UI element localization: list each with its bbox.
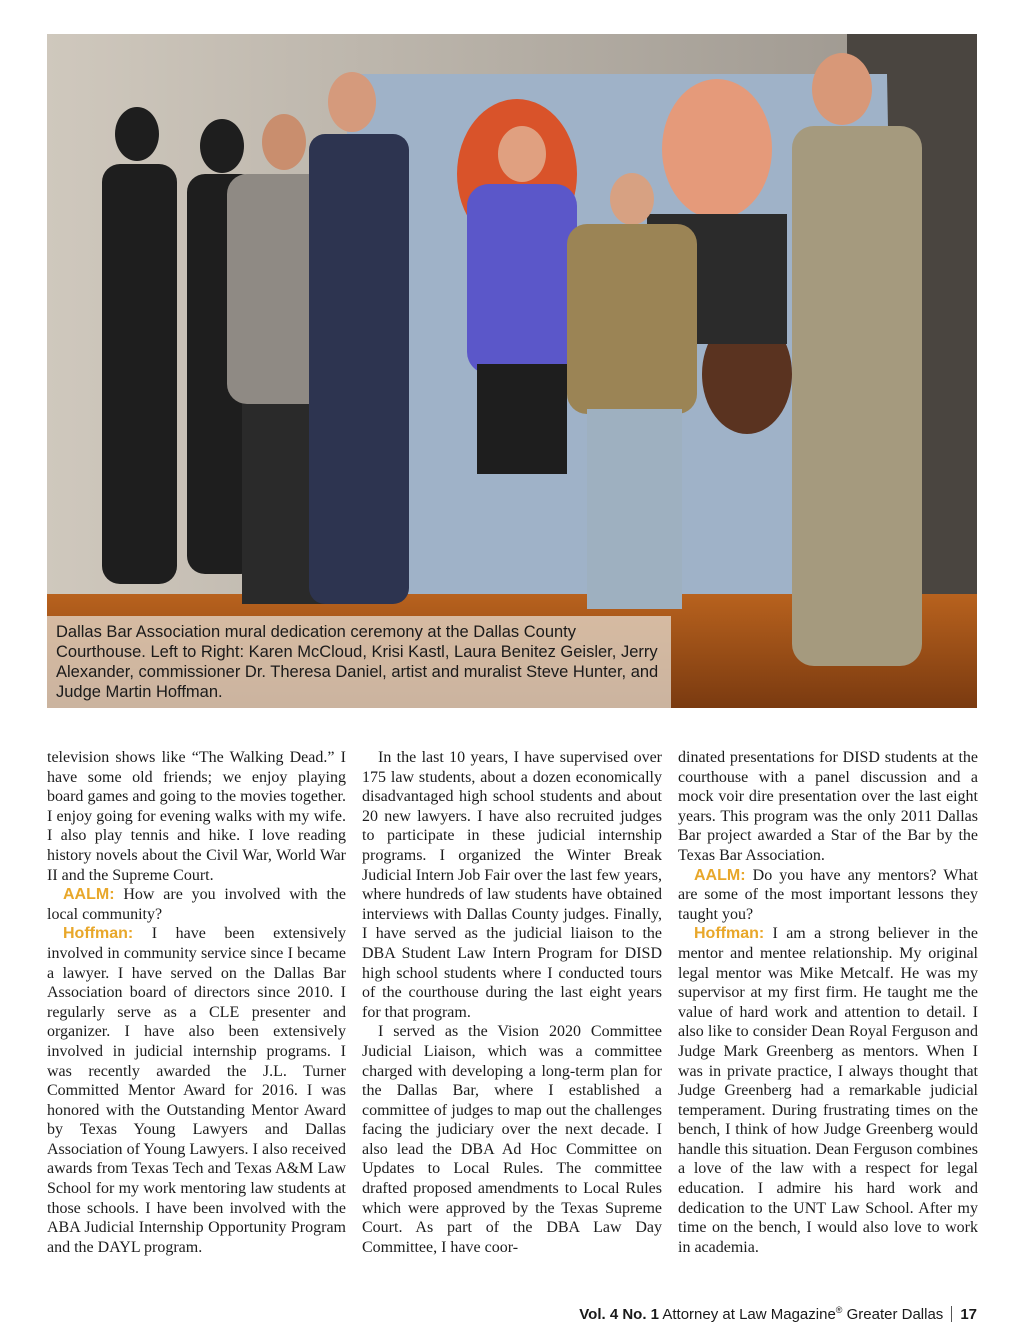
edition-name: Greater Dallas xyxy=(846,1306,944,1323)
question-paragraph xyxy=(678,866,978,925)
article-column-2 xyxy=(362,748,662,1257)
photo-illustration xyxy=(47,34,977,708)
mural-dedication-photo xyxy=(47,34,977,708)
question-text: How are you involved with the local community? xyxy=(47,886,346,923)
question-text: Do you have any mentors? What are some of the most important lessons they taught you? xyxy=(678,866,978,923)
interviewee-label: Hoffman: xyxy=(694,925,765,943)
registered-mark: ® xyxy=(835,1305,843,1315)
footer-divider xyxy=(951,1306,952,1322)
magazine-name: Attorney at Law Magazine xyxy=(662,1306,836,1323)
paragraph: dinated presentations for DISD students at the courthouse with a panel discussion and a mock voir dire presentation over the last eight years. This program was the only 2011 Dallas Bar project awarded a Star of the Bar by the Texas Bar Association. xyxy=(678,749,978,864)
answer-text: I am a strong believer in the mentor and mentee relationship. My original legal mentor was Mike Metcalf. He was my supervisor at my first firm. He taught me the value of hard work and attention to detail. I also like to consider Dean Royal Ferguson and Judge Mark Greenberg as mentors. When I was in private practice, I always thought that Judge Greenberg had a remarkable judicial temperament. During frustrating times on the bench, I think of how Judge Greenberg would handle this situation. Dean Ferguson combines a love of the law with a respect for legal education. I admire his hard work and dedication to the UNT Law School. After my time on the bench, I would also love to work in academia. xyxy=(678,925,978,1256)
issue-volume: Vol. 4 No. 1 xyxy=(579,1306,660,1323)
interviewee-label: Hoffman: xyxy=(63,925,134,943)
question-paragraph xyxy=(47,885,346,924)
interviewer-label: AALM: xyxy=(694,866,746,884)
paragraph: I served as the Vision 2020 Committee Judicial Liaison, which was a committee charged with developing a long-term plan for the Dallas Bar, where I established a committee of judges to map out the challenges facing the judiciary over the next decade. I also lead the DBA Ad Hoc Committee on Updates to Local Rules. The committee drafted proposed amendments to Local Rules which were approved by the Texas Supreme Court. As part of the DBA Law Day Committee, I have coor- xyxy=(362,1023,662,1256)
answer-paragraph xyxy=(678,924,978,1257)
paragraph: television shows like “The Walking Dead.” I have some old friends; we enjoy playing board games and going to the movies together. I enjoy going for evening walks with my wife. I also play tennis and hike. I love reading history novels about the Civil War, World War II and the Supreme Court. xyxy=(47,749,346,884)
photo-caption: Dallas Bar Association mural dedication ceremony at the Dallas County Courthouse. Left to Right: Karen McCloud, Krisi Kastl, Laura Benitez Geisler, Jerry Alexander, commissioner Dr. Theresa Daniel, artist and muralist Steve Hunter, and Judge Martin Hoffman. xyxy=(47,616,671,708)
page-footer xyxy=(579,1305,977,1323)
interviewer-label: AALM: xyxy=(63,886,115,904)
answer-paragraph xyxy=(47,924,346,1257)
paragraph: In the last 10 years, I have supervised over 175 law students, about a dozen economically disadvantaged high school students and about 20 new lawyers. I have also recruited judges to participate in these judicial internship programs. I organized the Winter Break Judicial Intern Job Fair over the last few years, where hundreds of law students have obtained interviews with Dallas County judges. Finally, I have served as the judicial liaison to the DBA Student Law Intern Program for DISD high school students where I conducted tours of the courthouse during the last eight years for that program. xyxy=(362,749,662,1021)
answer-text: I have been extensively involved in community service since I became a lawyer. I have served on the Dallas Bar Association board of directors since 2010. I regularly serve as a CLE presenter and organizer. I have also been extensively involved in judicial internship programs. I was recently awarded the J.L. Turner Committed Mentor Award for 2016. I was honored with the Outstanding Mentor Award by Texas Young Lawyers and Dallas Association of Young Lawyers. I also received awards from Texas Tech and Texas A&M Law School for my work mentoring law students at those schools. I have been involved with the ABA Judicial Internship Opportunity Program and the DAYL program. xyxy=(47,925,346,1256)
article-column-1 xyxy=(47,748,346,1257)
page-number: 17 xyxy=(960,1306,977,1323)
article-column-3 xyxy=(678,748,978,1257)
